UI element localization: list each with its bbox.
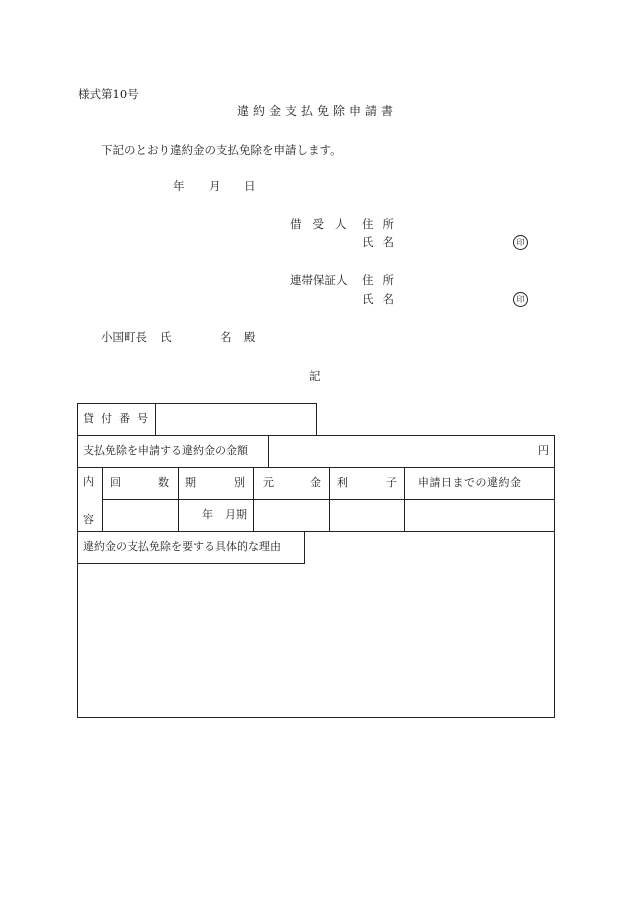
addressee-mei: 名 <box>220 330 232 344</box>
table-rule <box>329 467 330 531</box>
table-rule <box>178 467 179 531</box>
date-year: 年 <box>173 179 185 193</box>
borrower-name-label: 氏名 <box>362 235 403 249</box>
table-rule <box>155 403 156 436</box>
col-gen: 元 <box>263 476 274 489</box>
table-rule <box>77 563 304 564</box>
date-day: 日 <box>244 179 256 193</box>
principal-field[interactable] <box>255 501 328 530</box>
col-kai: 回 <box>110 476 121 489</box>
amount-field[interactable] <box>270 437 553 466</box>
yen-unit: 円 <box>538 444 549 457</box>
col-penalty: 申請日までの違約金 <box>418 476 522 489</box>
loan-number-field[interactable] <box>157 405 315 434</box>
col-betsu: 別 <box>234 476 245 489</box>
intro-text: 下記のとおり違約金の支払免除を申請します。 <box>101 143 342 157</box>
guarantor-label: 連帯保証人 <box>290 273 348 287</box>
amount-label: 支払免除を申請する違約金の金額 <box>83 444 248 457</box>
naiyou-top: 内 <box>83 475 94 488</box>
penalty-field[interactable] <box>406 501 553 530</box>
table-rule <box>77 467 555 468</box>
table-rule <box>316 403 317 436</box>
table-rule <box>304 531 305 564</box>
guarantor-address-label: 住所 <box>362 273 403 287</box>
addressee-office: 小国町長 <box>101 330 147 344</box>
document-title: 違約金支払免除申請書 <box>237 104 398 118</box>
table-rule <box>253 467 254 531</box>
form-number: 様式第10号 <box>78 87 139 101</box>
col-shi: 子 <box>386 476 397 489</box>
borrower-seal-icon: 印 <box>513 235 528 250</box>
count-field[interactable] <box>104 501 177 530</box>
addressee-shi: 氏 <box>160 330 172 344</box>
naiyou-bottom: 容 <box>83 513 94 526</box>
ki-heading: 記 <box>309 369 321 383</box>
col-ki: 期 <box>185 476 196 489</box>
table-rule <box>77 531 555 532</box>
table-rule <box>404 467 405 531</box>
reason-label: 違約金の支払免除を要する具体的な理由 <box>83 540 281 553</box>
interest-field[interactable] <box>331 501 403 530</box>
table-rule <box>268 435 269 468</box>
guarantor-seal-icon: 印 <box>513 292 528 307</box>
date-month: 月 <box>209 179 221 193</box>
guarantor-name-label: 氏名 <box>362 292 403 306</box>
period-year: 年 <box>202 508 213 521</box>
col-suu: 数 <box>158 476 169 489</box>
col-ri: 利 <box>337 476 348 489</box>
table-rule <box>77 717 555 718</box>
period-month: 月期 <box>225 508 247 521</box>
table-rule <box>77 403 317 404</box>
application-table <box>77 403 555 718</box>
col-kin: 金 <box>310 476 321 489</box>
table-rule <box>554 435 555 718</box>
table-rule <box>102 467 103 531</box>
table-rule <box>77 403 78 718</box>
reason-field[interactable] <box>79 565 553 715</box>
addressee-dono: 殿 <box>244 330 256 344</box>
borrower-label: 借受人 <box>290 217 358 231</box>
loan-number-label: 貸付番号 <box>83 412 155 425</box>
borrower-address-label: 住所 <box>362 217 403 231</box>
